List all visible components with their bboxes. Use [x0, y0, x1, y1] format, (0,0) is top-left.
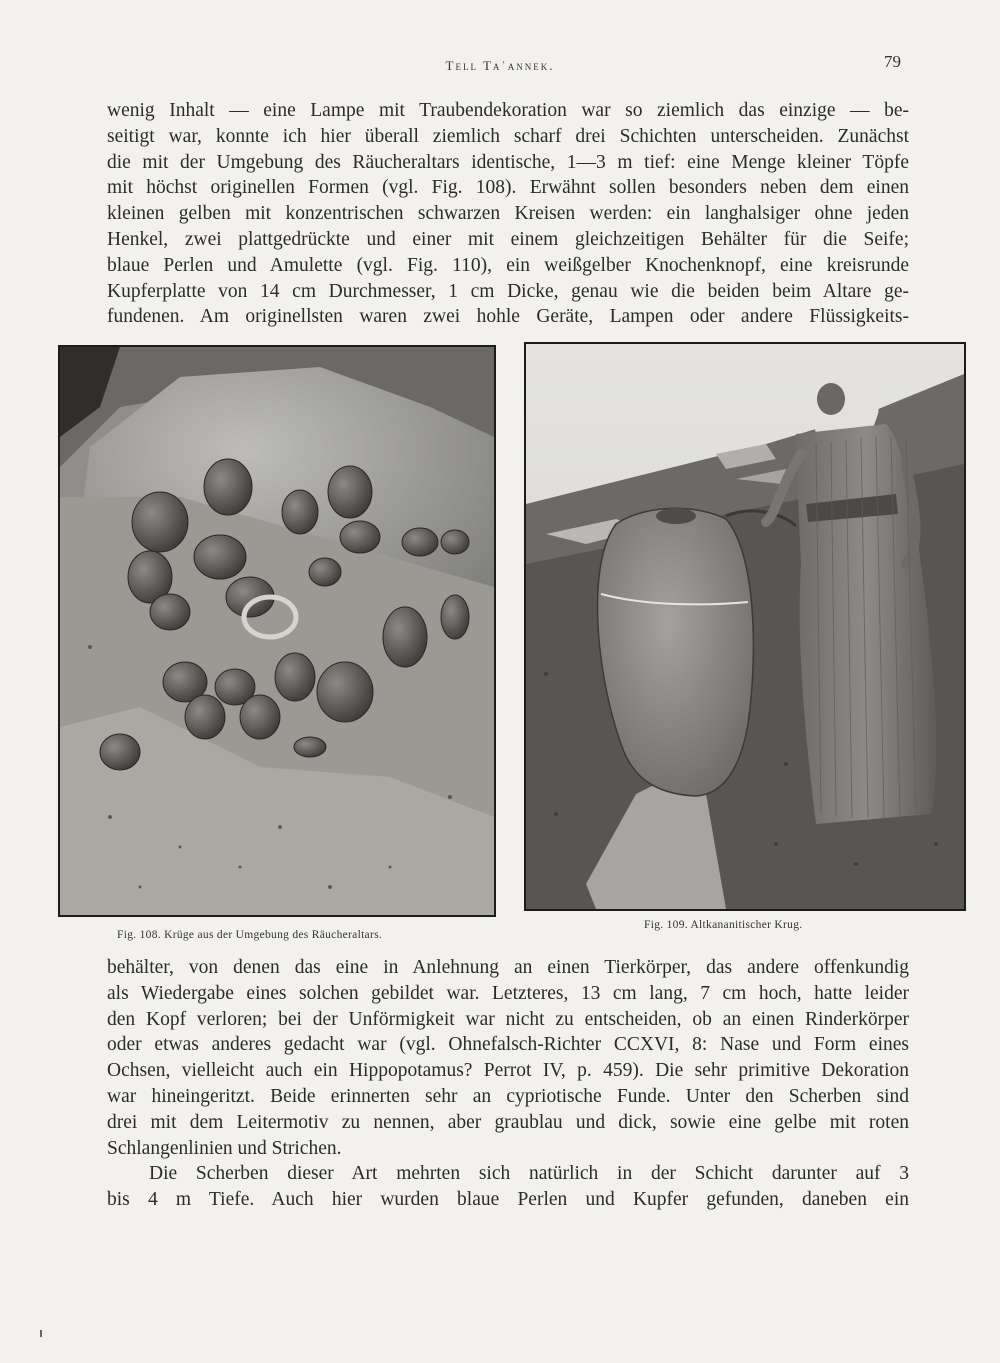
page-number: 79	[884, 52, 901, 71]
text-line: wenig Inhalt — eine Lampe mit Traubendekoration war so ziemlich das einzige — be-	[107, 100, 909, 121]
text-line: Ochsen, vielleicht auch ein Hippopotamus? Perrot IV, p. 459). Die sehr primitive Dekoration	[107, 1060, 909, 1082]
text-line: kleinen gelben mit konzentrischen schwarzen Kreisen werden: ein langhalsiger ohne jeden	[107, 203, 909, 225]
figure-108-photo	[58, 345, 496, 917]
text-line: bis 4 m Tiefe. Auch hier wurden blaue Perlen und Kupfer gefunden, daneben ein	[107, 1189, 909, 1211]
text-line: Die Scherben dieser Art mehrten sich natürlich in der Schicht darunter auf 3	[149, 1163, 909, 1185]
figure-108-caption: Fig. 108. Krüge aus der Umgebung des Räucheraltars.	[117, 929, 383, 941]
text-line: oder etwas anderes gedacht war (vgl. Ohnefalsch-Richter CCXVI, 8: Nase und Form eines	[107, 1034, 909, 1056]
text-line: blaue Perlen und Amulette (vgl. Fig. 110), ein weißgelber Knochenknopf, eine kreisrunde	[107, 254, 909, 276]
text-line: den Kopf verloren; bei der Unförmigkeit war nicht zu entscheiden, ob an einen Rinderkörper	[107, 1008, 909, 1030]
text-line: drei mit dem Leitermotiv zu nennen, aber graublau und dick, sowie eine gelbe mit roten	[107, 1111, 909, 1133]
text-line: als Wiedergabe eines solchen gebildet war. Letzteres, 13 cm lang, 7 cm hoch, hatte leider	[107, 982, 909, 1004]
text-line: Kupferplatte von 14 cm Durchmesser, 1 cm Dicke, genau wie die beiden beim Altare ge-	[107, 280, 909, 302]
text-line: Henkel, zwei plattgedrückte und einer mit einem gleichzeitigen Behälter für die Seife;	[107, 228, 909, 250]
text-line: behälter, von denen das eine in Anlehnung an einen Tierkörper, das andere offenkundig	[107, 957, 909, 978]
text-line: war hineingeritzt. Beide erinnerten sehr an cypriotische Funde. Unter den Scherben sind	[107, 1085, 909, 1107]
figure-109-caption: Fig. 109. Altkananitischer Krug.	[644, 919, 803, 931]
text-line: seitigt war, konnte ich hier überall ziemlich scharf drei Schichten unterscheiden. Zunächst	[107, 125, 909, 147]
paragraph-top	[107, 98, 909, 330]
text-line: die mit der Umgebung des Räucheraltars identische, 1—3 m tief: eine Menge kleiner Töpfe	[107, 151, 909, 173]
page-speck	[40, 1330, 42, 1337]
text-line: Schlangenlinien und Strichen.	[107, 1137, 342, 1159]
paragraph-bottom	[107, 955, 909, 1213]
figure-109-photo	[524, 342, 966, 911]
text-line: mit höchst originellen Formen (vgl. Fig. 108). Erwähnt sollen besonders neben dem einen	[107, 177, 909, 199]
text-line: fundenen. Am originellsten waren zwei hohle Geräte, Lampen oder andere Flüssigkeits-	[107, 306, 909, 328]
running-title: Tell Taʿannek.	[445, 58, 555, 73]
